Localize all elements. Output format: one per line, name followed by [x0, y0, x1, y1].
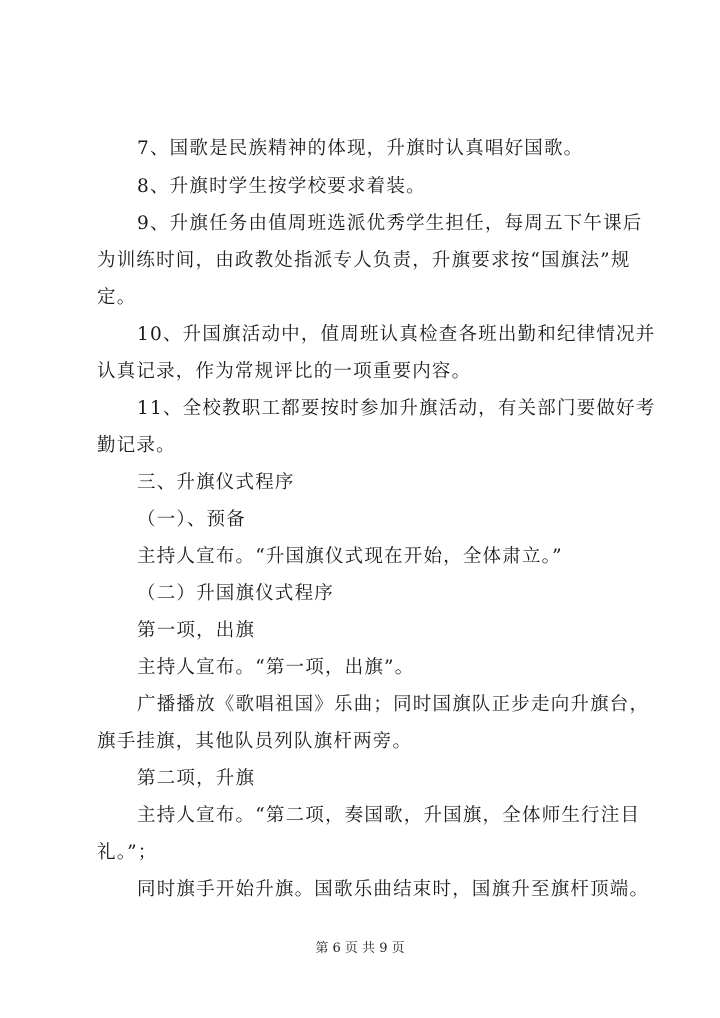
paragraph-item-9-line-2: 为训练时间，由政教处指派专人负责，升旗要求按“国旗法”规: [97, 250, 631, 271]
paragraph-announce-start: 主持人宣布。“升国旗仪式现在开始，全体肃立。”: [137, 546, 563, 567]
paragraph-item-11-line-1: 11、全校教职工都要按时参加升旗活动，有关部门要做好考: [137, 398, 656, 419]
step-heading-1: 第一项，出旗: [137, 620, 256, 641]
step-heading-2: 第二项，升旗: [137, 768, 256, 789]
paragraph-announce-step-2-line-1: 主持人宣布。“第二项，奏国歌，升国旗，全体师生行注目: [137, 805, 641, 826]
paragraph-broadcast-line-2: 旗手挂旗，其他队员列队旗杆两旁。: [97, 731, 413, 752]
paragraph-item-7: 7、国歌是民族精神的体现，升旗时认真唱好国歌。: [137, 138, 584, 159]
section-heading-3: 三、升旗仪式程序: [137, 472, 295, 493]
paragraph-item-11-line-2: 勤记录。: [97, 435, 176, 456]
paragraph-raise-flag: 同时旗手开始升旗。国歌乐曲结束时，国旗升至旗杆顶端。: [137, 879, 650, 900]
page-indicator: 第 6 页 共 9 页: [315, 941, 405, 956]
paragraph-item-10-line-2: 认真记录，作为常规评比的一项重要内容。: [97, 361, 472, 382]
paragraph-item-9-line-3: 定。: [97, 287, 137, 308]
paragraph-announce-step-2-line-2: 礼。”；: [97, 842, 158, 863]
paragraph-announce-step-1: 主持人宣布。“第一项，出旗”。: [137, 657, 415, 678]
paragraph-item-9-line-1: 9、升旗任务由值周班选派优秀学生担任，每周五下午课后: [137, 213, 643, 234]
subsection-heading-1: （一）、预备: [137, 509, 246, 530]
paragraph-broadcast-line-1: 广播播放《歌唱祖国》乐曲；同时国旗队正步走向升旗台，: [137, 694, 650, 715]
subsection-heading-2: （二）升国旗仪式程序: [137, 583, 335, 604]
paragraph-item-8: 8、升旗时学生按学校要求着装。: [137, 176, 426, 197]
paragraph-item-10-line-1: 10、升国旗活动中，值周班认真检查各班出勤和纪律情况并: [137, 324, 656, 345]
